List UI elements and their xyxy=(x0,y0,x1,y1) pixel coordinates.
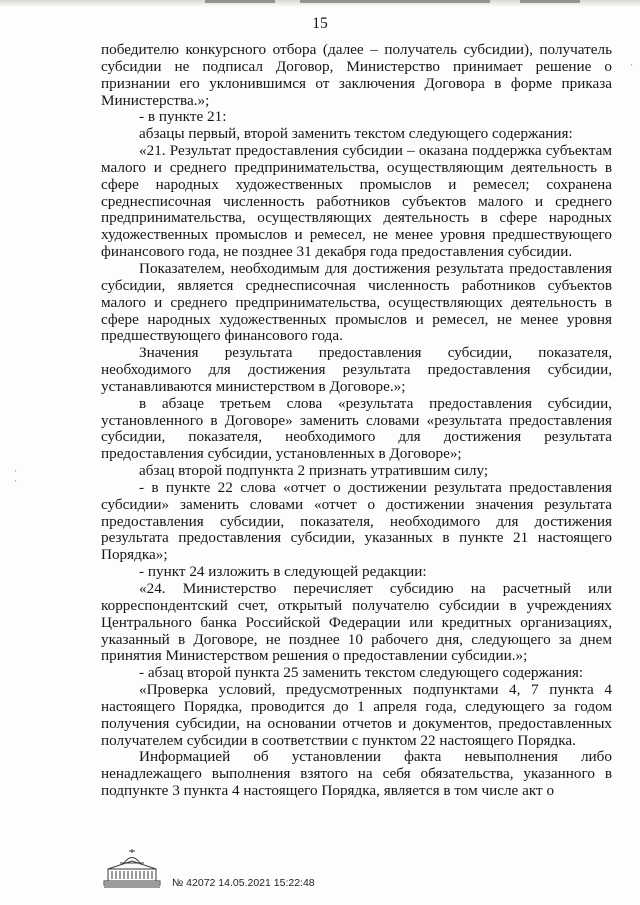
margin-mark: · xyxy=(630,60,633,70)
paragraph: - абзац второй пункта 25 заменить текстом следующего содержания: xyxy=(139,664,584,682)
paragraph: Значения результата предоставления субсидии, показателя, необходимого для достижения результата предоставления субсидии, устанавливаются министерством в Договоре.»; xyxy=(101,344,612,395)
paragraph: в абзаце третьем слова «результата предоставления субсидии, установленного в Договоре» заменить словами «результата предоставления субсидии, показателя, необходимого для достижения результата предоставления субсидии, установленных в Договоре»; xyxy=(101,394,612,463)
footer xyxy=(102,847,342,897)
paragraph: победителю конкурсного отбора (далее – получатель субсидии), получатель субсидии не подписал Договор, Министерство принимает решение о признании его уклонившимся от заключения Договора в форме приказа Министерства.»; xyxy=(101,41,612,109)
paragraph: Показателем, необходимым для достижения результата предоставления субсидии, является среднесписочная численность работников субъектов малого и среднего предпринимательства, осуществляющих деятельность в сфере народных художественных промыслов и ремесел, не менее уровня предшествующего финансового года. xyxy=(101,259,612,345)
paragraph: «21. Результат предоставления субсидии – оказана поддержка субъектам малого и среднего предпринимательства, осуществляющим деятельность в сфере народных художественных промыслов и ремесел; сохранена среднесписочная численность работников субъектов малого и среднего предпринимательства, осуществляющих деятельность в сфере народных художественных промыслов и ремесел, не менее уровня предшествующего финансового года, не позднее 31 декабря года предоставления субсидии. xyxy=(101,142,612,261)
paragraph: Информацией об установлении факта невыполнения либо ненадлежащего выполнения взятого на себя обязательства, указанного в подпункте 3 пункта 4 настоящего Порядка, является в том числе акт о xyxy=(101,748,612,800)
paragraph: «24. Министерство перечисляет субсидию на расчетный или корреспондентский счет, открытый получателю субсидии в учреждениях Центрального банка Российской Федерации или кредитных организациях, указанный в Договоре, не позднее 10 рабочего дня, следующего за днем принятия Министерством решения о предоставлении субсидии.»; xyxy=(101,580,612,665)
paragraph: «Проверка условий, предусмотренных подпунктами 4, 7 пункта 4 настоящего Порядка, проводится до 1 апреля года, следующего за годом получения субсидии, на основании отчетов и документов, предоставленных получателем субсидии в соответствии с пунктом 22 настоящего Порядка. xyxy=(101,681,612,749)
scan-artifact xyxy=(520,0,580,3)
paragraph: - в пункте 21: xyxy=(139,108,227,126)
document-body xyxy=(101,42,612,800)
page-number: 15 xyxy=(312,15,328,32)
paragraph: абзац второй подпункта 2 признать утратившим силу; xyxy=(139,462,489,480)
paragraph: - в пункте 22 слова «отчет о достижении результата предоставления субсидии» заменить словами «отчет о достижении значения результата предоставления субсидии, показателя, необходимого для достижения результата предоставления субсидии, указанных в пункте 21 настоящего Порядка»; xyxy=(101,478,612,564)
government-building-emblem-icon xyxy=(102,847,162,891)
margin-mark: · xyxy=(14,476,17,486)
scan-artifact xyxy=(205,0,275,3)
margin-mark: · xyxy=(14,466,17,476)
paragraph: - пункт 24 изложить в следующей редакции: xyxy=(139,563,427,581)
scan-artifact xyxy=(300,0,490,3)
document-registration-stamp: № 42072 14.05.2021 15:22:48 xyxy=(172,877,315,889)
paragraph: абзацы первый, второй заменить текстом следующего содержания: xyxy=(139,125,573,143)
